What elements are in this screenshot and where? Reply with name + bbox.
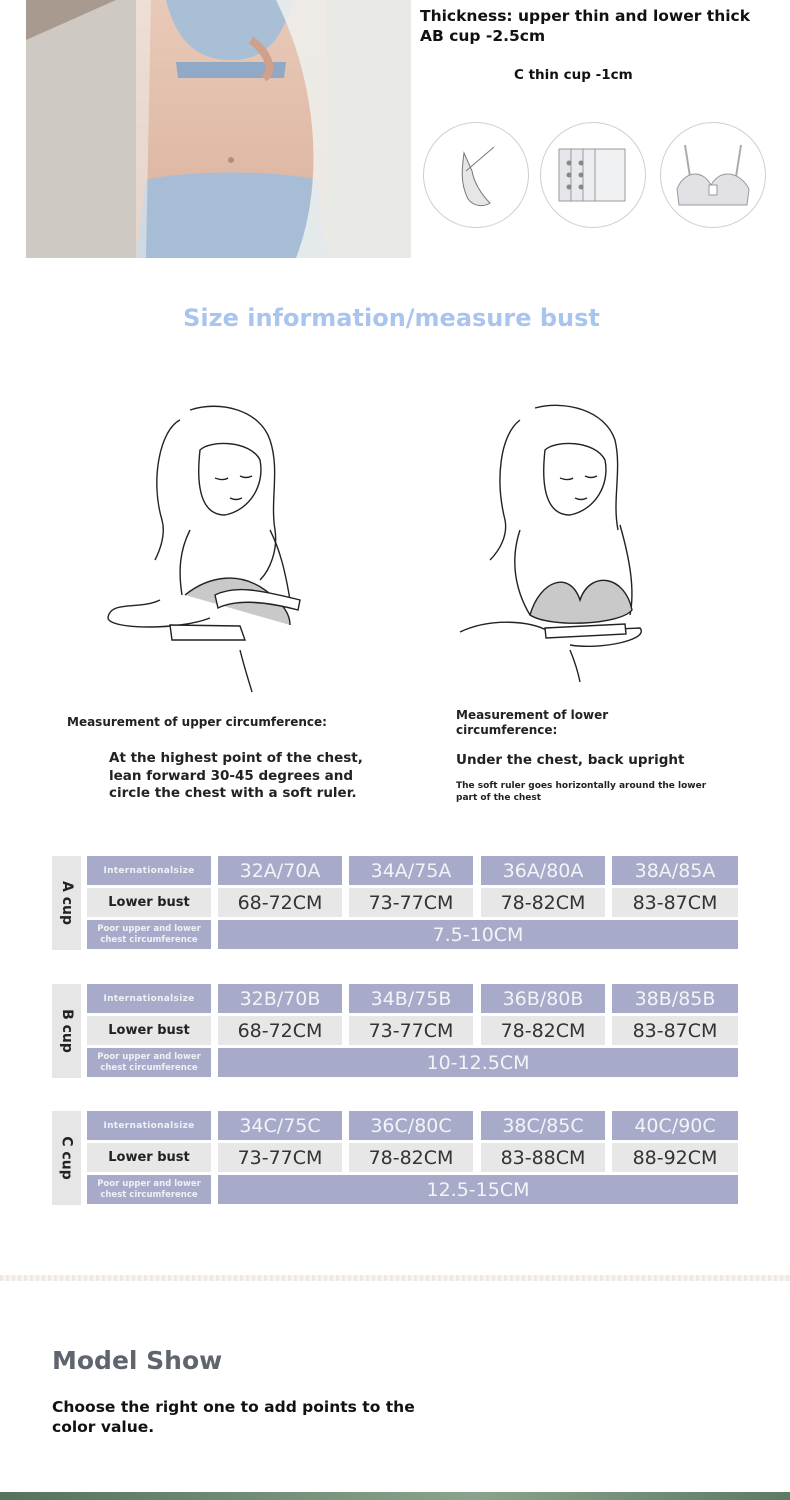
size-cell: 36C/80C	[349, 1111, 473, 1140]
circumference-difference-cell: 7.5-10CM	[218, 920, 738, 949]
lower-bust-label: Lower bust	[87, 1016, 211, 1045]
cup-thickness-text: Thickness: upper thin and lower thick AB cup -2.5cm	[420, 7, 751, 45]
size-cell: 36B/80B	[481, 984, 605, 1013]
upper-measurement-illustration	[100, 400, 330, 700]
size-cell: 40C/90C	[612, 1111, 738, 1140]
cup-label: C cup	[52, 1111, 81, 1205]
lower-bust-cell: 78-82CM	[349, 1143, 473, 1172]
lower-bust-cell: 83-87CM	[612, 1016, 738, 1045]
size-cell: 38B/85B	[612, 984, 738, 1013]
size-cell: 34A/75A	[349, 856, 473, 885]
lower-bust-cell: 73-77CM	[218, 1143, 342, 1172]
lower-bust-cell: 83-88CM	[481, 1143, 605, 1172]
size-cell: 32A/70A	[218, 856, 342, 885]
lower-bust-label: Lower bust	[87, 888, 211, 917]
international-size-label: Internationalsize	[87, 1111, 211, 1140]
a-cup-size-table	[52, 856, 738, 950]
lower-circumference-instructions: Under the chest, back upright	[456, 752, 685, 768]
size-cell: 38C/85C	[481, 1111, 605, 1140]
product-photo	[26, 0, 411, 258]
lower-circumference-heading: Measurement of lower circumference:	[456, 708, 609, 737]
lower-bust-cell: 78-82CM	[481, 888, 605, 917]
lower-bust-cell: 88-92CM	[612, 1143, 738, 1172]
cup-label: A cup	[52, 856, 81, 950]
lower-bust-cell: 78-82CM	[481, 1016, 605, 1045]
next-photo-edge	[0, 1492, 790, 1500]
lower-bust-cell: 73-77CM	[349, 1016, 473, 1045]
size-cell: 38A/85A	[612, 856, 738, 885]
size-cell: 34B/75B	[349, 984, 473, 1013]
model-show-title: Model Show	[52, 1346, 223, 1375]
upper-circumference-heading: Measurement of upper circumference:	[67, 715, 327, 729]
hook-adjustment-icon	[540, 122, 646, 228]
international-size-label: Internationalsize	[87, 856, 211, 885]
size-cell: 34C/75C	[218, 1111, 342, 1140]
c-cup-size-table	[52, 1111, 738, 1205]
steel-ring-free-icon	[423, 122, 529, 228]
lower-bust-cell: 73-77CM	[349, 888, 473, 917]
model-show-subtitle: Choose the right one to add points to the color value.	[52, 1398, 415, 1436]
size-information-title: Size information/measure bust	[183, 304, 600, 332]
lower-bust-cell: 83-87CM	[612, 888, 738, 917]
upper-circumference-instructions: At the highest point of the chest, lean forward 30-45 degrees and circle the chest with a soft ruler.	[109, 750, 363, 801]
circumference-difference-cell: 10-12.5CM	[218, 1048, 738, 1077]
c-cup-thickness-text: C thin cup -1cm	[514, 67, 633, 83]
size-cell: 36A/80A	[481, 856, 605, 885]
size-cell: 32B/70B	[218, 984, 342, 1013]
section-divider	[0, 1275, 790, 1281]
lower-bust-label: Lower bust	[87, 1143, 211, 1172]
b-cup-size-table	[52, 984, 738, 1078]
circumference-difference-label: Poor upper and lower chest circumference	[87, 920, 211, 949]
cup-label: B cup	[52, 984, 81, 1078]
circumference-difference-cell: 12.5-15CM	[218, 1175, 738, 1204]
lower-bust-cell: 68-72CM	[218, 888, 342, 917]
circumference-difference-label: Poor upper and lower chest circumference	[87, 1175, 211, 1204]
circumference-difference-label: Poor upper and lower chest circumference	[87, 1048, 211, 1077]
lower-bust-cell: 68-72CM	[218, 1016, 342, 1045]
lower-circumference-note: The soft ruler goes horizontally around the lower part of the chest	[456, 781, 707, 803]
international-size-label: Internationalsize	[87, 984, 211, 1013]
lower-measurement-illustration	[450, 400, 680, 700]
bra-front-icon	[660, 122, 766, 228]
